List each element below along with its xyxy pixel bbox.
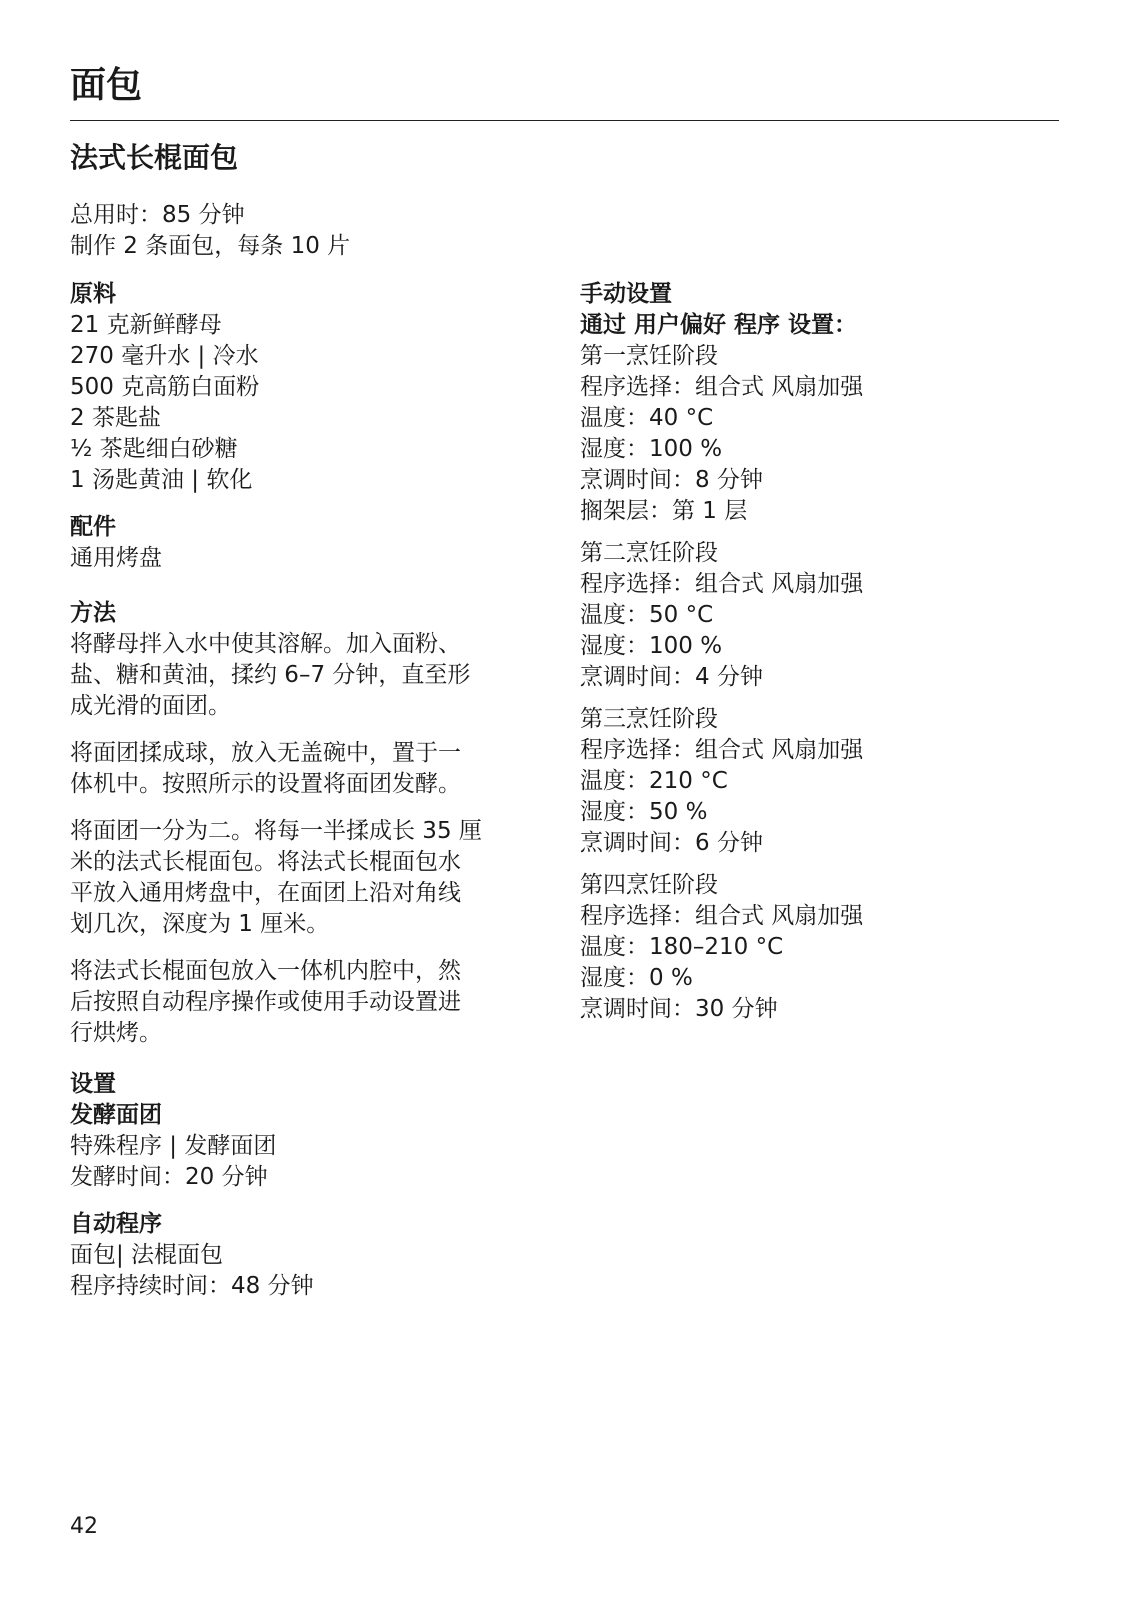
method-paragraph — [70, 738, 540, 800]
method-line: 后按照自动程序操作或使用手动设置进 — [70, 989, 461, 1015]
ingredient-item: 21 克新鲜酵母 — [70, 312, 222, 338]
recipe-meta — [70, 200, 350, 262]
stage-line: 程序选择：组合式 风扇加强 — [580, 571, 864, 597]
ingredients-section — [70, 279, 540, 496]
page-header — [70, 62, 1059, 121]
settings-heading: 设置 — [70, 1071, 116, 1097]
stage-line: 温度：180–210 °C — [580, 934, 784, 960]
method-line: 米的法式长棍面包。将法式长棍面包水 — [70, 849, 461, 875]
manual-subheading: 通过 用户偏好 程序 设置： — [580, 312, 858, 338]
stage-line: 搁架层：第 1 层 — [580, 498, 748, 524]
recipe-title: 法式长棍面包 — [70, 141, 239, 174]
stage-line: 温度：210 °C — [580, 768, 728, 794]
stage-line: 温度：50 °C — [580, 602, 714, 628]
stage-line: 程序选择：组合式 风扇加强 — [580, 374, 864, 400]
auto-program-line: 程序持续时间：48 分钟 — [70, 1273, 314, 1299]
method-section — [70, 598, 540, 1049]
cooking-stage-1 — [580, 341, 1050, 527]
method-paragraph — [70, 816, 540, 940]
manual-heading: 手动设置 — [580, 281, 672, 307]
cooking-stage-3 — [580, 704, 1050, 859]
stage-line: 烹调时间：8 分钟 — [580, 467, 763, 493]
method-line: 平放入通用烤盘中，在面团上沿对角线 — [70, 880, 461, 906]
accessory-item: 通用烤盘 — [70, 545, 162, 571]
method-line: 成光滑的面团。 — [70, 693, 231, 719]
stage-line: 程序选择：组合式 风扇加强 — [580, 903, 864, 929]
stage-line: 湿度：50 % — [580, 799, 708, 825]
method-line: 将酵母拌入水中使其溶解。加入面粉、 — [70, 631, 461, 657]
accessories-heading: 配件 — [70, 514, 116, 540]
method-line: 盐、糖和黄油，揉约 6–7 分钟，直至形 — [70, 662, 471, 688]
ingredient-item: 2 茶匙盐 — [70, 405, 161, 431]
auto-program-line: 面包| 法棍面包 — [70, 1242, 224, 1268]
proof-line: 发酵时间：20 分钟 — [70, 1164, 268, 1190]
method-line: 行烘烤。 — [70, 1020, 162, 1046]
stage-line: 湿度：100 % — [580, 436, 723, 462]
ingredient-item: 270 毫升水 | 冷水 — [70, 343, 259, 369]
page-number: 42 — [70, 1514, 98, 1539]
ingredient-item: 1 汤匙黄油 | 软化 — [70, 467, 253, 493]
stage-name: 第二烹饪阶段 — [580, 540, 718, 566]
method-line: 将面团揉成球，放入无盖碗中，置于一 — [70, 740, 461, 766]
stage-line: 湿度：0 % — [580, 965, 693, 991]
stage-line: 湿度：100 % — [580, 633, 723, 659]
method-paragraph — [70, 956, 540, 1049]
left-column — [70, 279, 540, 1302]
cooking-stage-4 — [580, 870, 1050, 1025]
method-line: 划几次，深度为 1 厘米。 — [70, 911, 330, 937]
stage-line: 烹调时间：4 分钟 — [580, 664, 763, 690]
stage-name: 第一烹饪阶段 — [580, 343, 718, 369]
stage-name: 第三烹饪阶段 — [580, 706, 718, 732]
ingredient-item: 500 克高筋白面粉 — [70, 374, 260, 400]
cooking-stage-2 — [580, 538, 1050, 693]
stage-line: 烹调时间：30 分钟 — [580, 996, 778, 1022]
proof-heading: 发酵面团 — [70, 1102, 162, 1128]
right-column — [580, 279, 1050, 1025]
auto-program-heading: 自动程序 — [70, 1211, 162, 1237]
method-paragraph — [70, 629, 540, 722]
method-heading: 方法 — [70, 600, 116, 626]
total-time: 总用时：85 分钟 — [70, 202, 245, 228]
stage-name: 第四烹饪阶段 — [580, 872, 718, 898]
stage-line: 温度：40 °C — [580, 405, 714, 431]
proof-line: 特殊程序 | 发酵面团 — [70, 1133, 277, 1159]
stage-line: 程序选择：组合式 风扇加强 — [580, 737, 864, 763]
method-line: 将面团一分为二。将每一半揉成长 35 厘 — [70, 818, 482, 844]
ingredient-item: ½ 茶匙细白砂糖 — [70, 436, 238, 462]
ingredients-heading: 原料 — [70, 281, 116, 307]
stage-line: 烹调时间：6 分钟 — [580, 830, 763, 856]
method-line: 体机中。按照所示的设置将面团发酵。 — [70, 771, 461, 797]
section-title: 面包 — [70, 65, 143, 106]
settings-section — [70, 1069, 540, 1302]
method-line: 将法式长棍面包放入一体机内腔中，然 — [70, 958, 461, 984]
yield: 制作 2 条面包，每条 10 片 — [70, 233, 351, 259]
accessories-section — [70, 512, 540, 574]
